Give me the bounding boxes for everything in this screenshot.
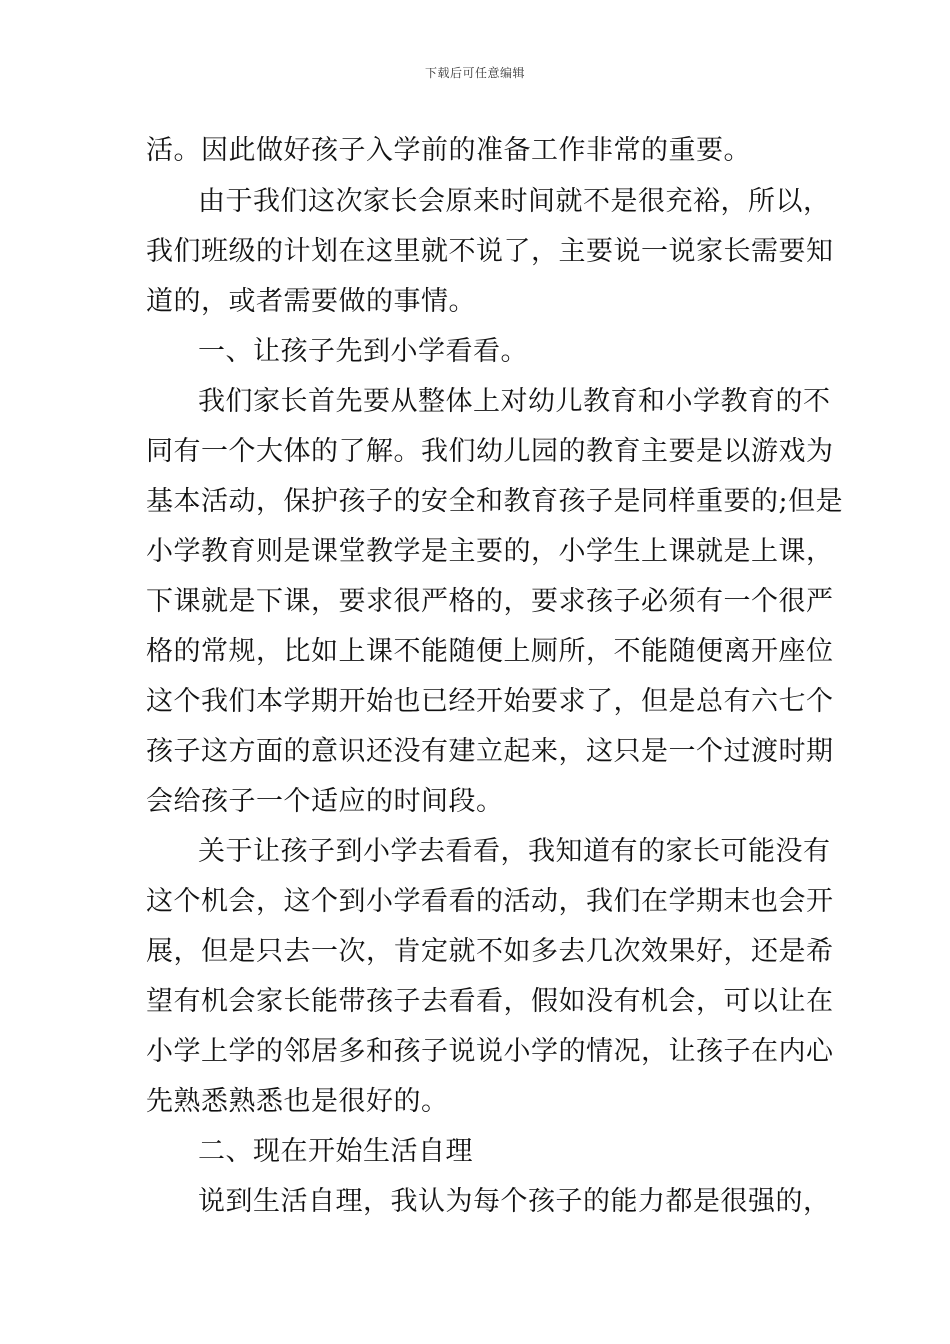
text-line: 说到生活自理，我认为每个孩子的能力都是很强的， [198,1186,831,1217]
text-line: 我们家长首先要从整体上对幼儿教育和小学教育的不 [198,386,831,417]
text-line: 展，但是只去一次，肯定就不如多去几次效果好，还是希 [146,936,834,967]
text-line: 这个我们本学期开始也已经开始要求了，但是总有六七个 [146,686,834,717]
text-line: 小学教育则是课堂教学是主要的，小学生上课就是上课， [146,536,834,567]
text-line: 孩子这方面的意识还没有建立起来，这只是一个过渡时期 [146,736,834,767]
text-line: 格的常规，比如上课不能随便上厕所，不能随便离开座位 [146,636,834,667]
text-line: 下课就是下课，要求很严格的，要求孩子必须有一个很严 [146,586,834,617]
text-line: 同有一个大体的了解。我们幼儿园的教育主要是以游戏为 [146,436,834,467]
text-line: 基本活动，保护孩子的安全和教育孩子是同样重要的;但是 [146,486,844,517]
text-line: 先熟悉熟悉也是很好的。 [146,1086,449,1117]
text-line: 关于让孩子到小学去看看，我知道有的家长可能没有 [198,836,831,867]
text-line: 道的，或者需要做的事情。 [146,286,476,317]
text-line: 小学上学的邻居多和孩子说说小学的情况，让孩子在内心 [146,1036,834,1067]
text-line: 望有机会家长能带孩子去看看，假如没有机会，可以让在 [146,986,834,1017]
text-line: 由于我们这次家长会原来时间就不是很充裕，所以， [198,186,831,217]
text-line: 我们班级的计划在这里就不说了，主要说一说家长需要知 [146,236,834,267]
section-heading: 二、现在开始生活自理 [198,1136,473,1167]
section-heading: 一、让孩子先到小学看看。 [198,336,528,367]
text-line: 活。因此做好孩子入学前的准备工作非常的重要。 [146,135,751,166]
page-header: 下载后可任意编辑 [424,66,525,80]
text-line: 这个机会，这个到小学看看的活动，我们在学期末也会开 [146,886,834,917]
text-line: 会给孩子一个适应的时间段。 [146,786,504,817]
